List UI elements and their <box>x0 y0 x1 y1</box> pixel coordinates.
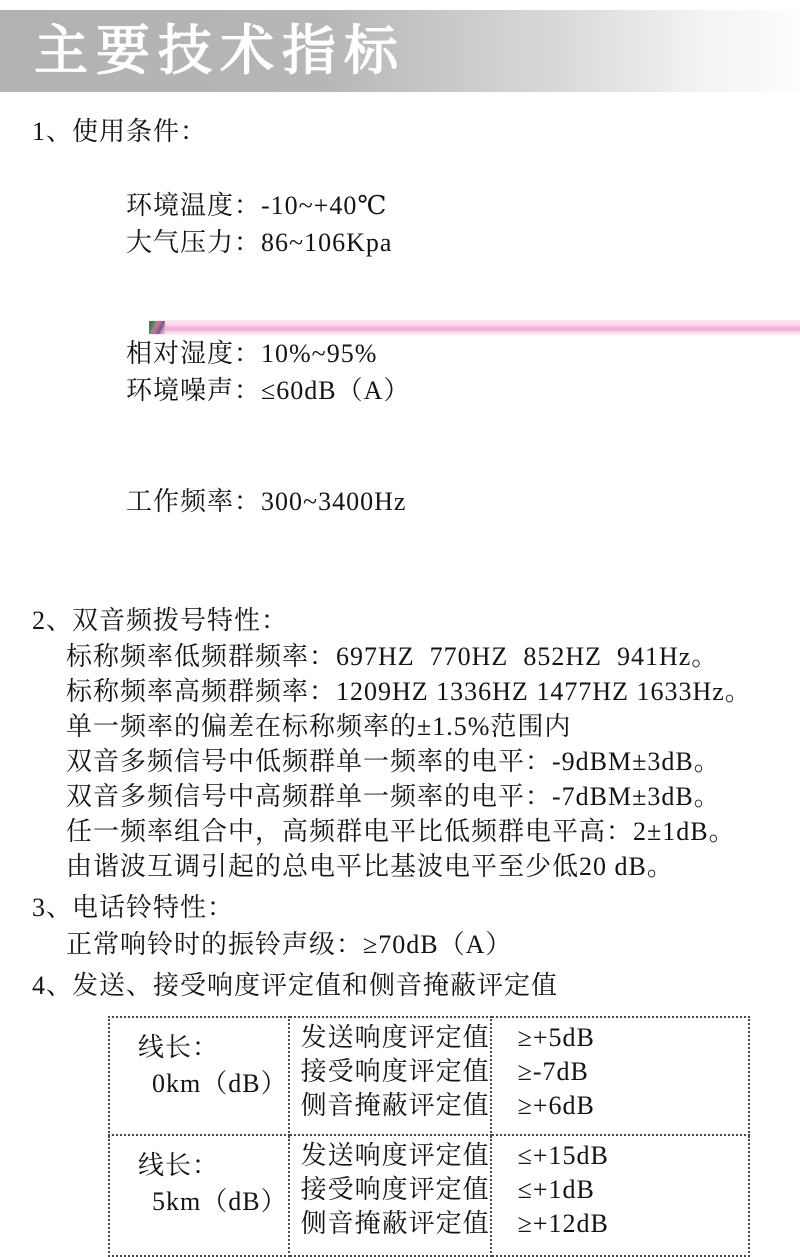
header-banner <box>0 10 800 92</box>
rating-value: ≥-7dB <box>517 1057 589 1086</box>
spec-line-harmonic: 由谐波互调引起的总电平比基波电平至少低20 dB。 <box>66 852 674 881</box>
spec-line <box>32 298 784 446</box>
section-title: 使用条件： <box>72 117 208 146</box>
spec-line-ring-level: 正常响铃时的振铃声级：≥70dB（A） <box>66 930 513 959</box>
line-length-cell <box>109 1135 289 1256</box>
ratings-cell <box>491 1017 749 1135</box>
table-row-0km <box>109 1017 749 1135</box>
section-dtmf-dialing <box>32 602 784 884</box>
metric-label: 侧音掩蔽评定值 <box>300 1209 490 1238</box>
section-ring-characteristics <box>32 889 784 963</box>
table-row-5km <box>109 1135 749 1256</box>
spec-line-low-group: 标称频率低频群频率：697HZ 770HZ 852HZ 941Hz。 <box>66 642 719 671</box>
section-header <box>32 889 784 926</box>
rating-value: ≥+5dB <box>517 1023 595 1052</box>
section-title: 发送、接受响度评定值和侧音掩蔽评定值 <box>72 971 559 1000</box>
spec-line <box>32 446 784 594</box>
spec-line-high-group: 标称频率高频群频率：1209HZ 1336HZ 1477HZ 1633Hz。 <box>66 677 752 706</box>
section-header <box>32 113 784 150</box>
rating-value: ≤+15dB <box>517 1141 609 1170</box>
spec-item-humidity: 相对湿度：10%~95% <box>126 339 378 368</box>
metric-label: 侧音掩蔽评定值 <box>300 1091 490 1120</box>
line-length-value: 0km（dB） <box>152 1069 288 1098</box>
rating-value: ≤+1dB <box>517 1175 595 1204</box>
metrics-cell <box>289 1017 491 1135</box>
section-number: 3、 <box>32 893 74 922</box>
line-length-cell <box>109 1017 289 1135</box>
section-title: 双音频拨号特性： <box>72 606 289 635</box>
section-header <box>32 602 784 639</box>
rating-table <box>108 1016 750 1257</box>
metric-label: 发送响度评定值 <box>300 1023 490 1052</box>
section-loudness-ratings <box>32 967 784 1257</box>
rating-value: ≥+6dB <box>517 1091 595 1120</box>
line-length-label: 线长： <box>138 1033 220 1062</box>
line-length-value: 5km（dB） <box>152 1187 288 1216</box>
section-usage-conditions <box>32 113 784 594</box>
spec-item-temperature: 环境温度：-10~+40℃ <box>126 191 388 220</box>
section-header <box>32 967 784 1004</box>
section-number: 4、 <box>32 971 74 1000</box>
section-title: 电话铃特性： <box>72 893 235 922</box>
document-body <box>32 113 784 1257</box>
spec-item-frequency: 工作频率：300~3400Hz <box>126 487 407 516</box>
spec-line-level-diff: 任一频率组合中，高频群电平比低频群电平高：2±1dB。 <box>66 817 736 846</box>
document-page <box>0 10 800 1238</box>
rating-value: ≥+12dB <box>517 1209 609 1238</box>
spec-line-high-level: 双音多频信号中高频群单一频率的电平：-7dBM±3dB。 <box>66 782 721 811</box>
section-number: 2、 <box>32 606 74 635</box>
spec-line-low-level: 双音多频信号中低频群单一频率的电平：-9dBM±3dB。 <box>66 747 721 776</box>
ratings-cell <box>491 1135 749 1256</box>
metric-label: 接受响度评定值 <box>300 1175 490 1204</box>
spec-item-noise: 环境噪声：≤60dB（A） <box>126 376 411 405</box>
metric-label: 接受响度评定值 <box>300 1057 490 1086</box>
line-length-label: 线长： <box>138 1151 220 1180</box>
metric-label: 发送响度评定值 <box>300 1141 490 1170</box>
page-title: 主要技术指标 <box>34 21 406 81</box>
section-number: 1、 <box>32 117 74 146</box>
spec-line-deviation: 单一频率的偏差在标称频率的±1.5%范围内 <box>66 712 572 741</box>
spec-item-pressure: 大气压力：86~106Kpa <box>126 228 393 257</box>
spec-line <box>32 150 784 298</box>
metrics-cell <box>289 1135 491 1256</box>
